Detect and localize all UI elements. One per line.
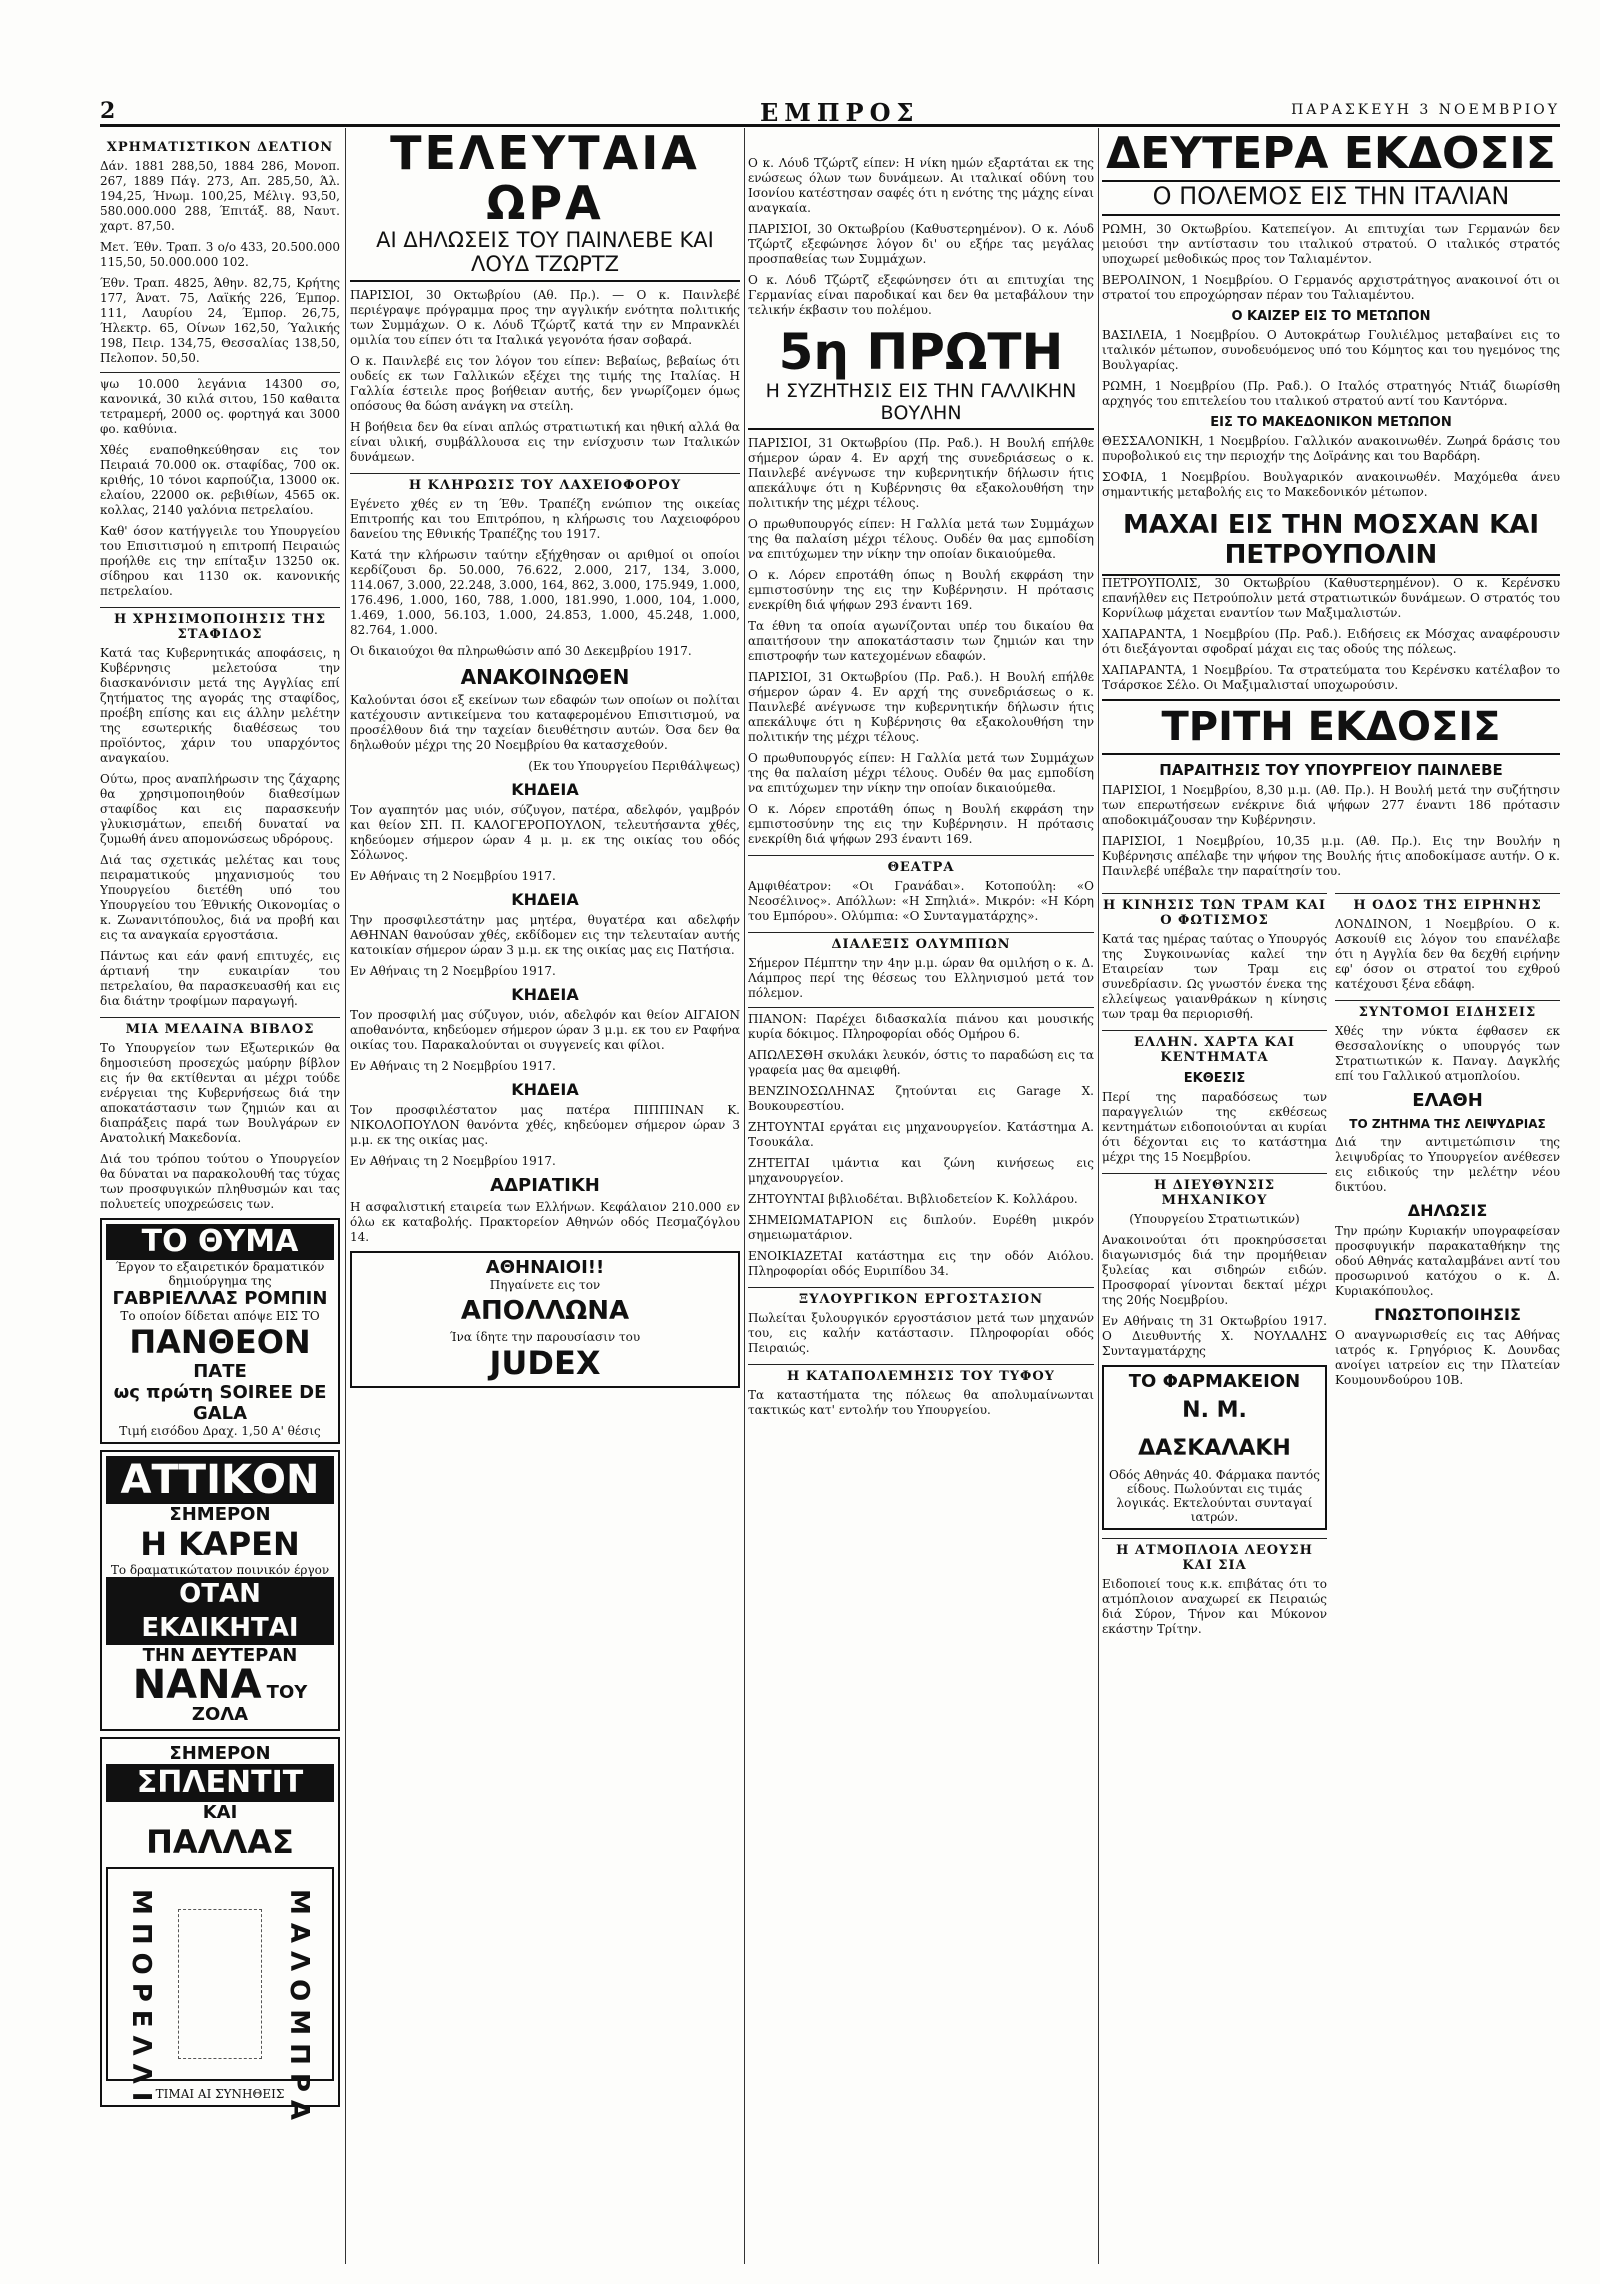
classified: ΖΗΤΟΥΝΤΑΙ βιβλιοδέται. Βιβλιοδετείον Κ. Κολλάρου. <box>748 1192 1078 1206</box>
ad-farmakeion <box>1102 1365 1327 1530</box>
section-heading: Η ΟΔΟΣ ΤΗΣ ΕΙΡΗΝΗΣ <box>1335 893 1560 913</box>
paragraph: Σήμερον Πέμπτην την 4ην μ.μ. ώραν θα ομιλήση ο κ. Δ. Λάμπρος περί της θέσεως του Ελληνισμού μετά τον πόλεμον. <box>748 956 1094 1000</box>
paragraph: Την προσφιλεστάτην μας μητέρα, θυγατέρα και αδελφήν ΑΘΗΝΑΝ θανούσαν χθές, εκδίδομεν εις την τελευταίαν αυτής κατοικίαν σήμερον ώραν 3 μ.μ. εκ της οικίας μας εις Πατήσια. <box>350 913 740 957</box>
section-heading: ΧΡΗΜΑΤΙΣΤΙΚΟΝ ΔΕΛΤΙΟΝ <box>106 140 334 155</box>
ad-title: ΝΑΝΑ <box>132 1662 262 1708</box>
headline: ΜΑΧΑΙ ΕΙΣ ΤΗΝ ΜΟΣΧΑΝ ΚΑΙ ΠΕΤΡΟΥΠΟΛΙΝ <box>1102 506 1560 576</box>
paragraph: Δάν. 1881 288,50, 1884 286, Μονοπ. 267, 1889 Πάγ. 273, Απ. 285,50, Άλ. 194,25, Ήνωμ. 100,25, Μέλιγ. 93,50, 580.000.000 288, Έπιτάξ. 88, Ναυτ. χαρτ. 87,50. <box>100 159 340 233</box>
classified: ΖΗΤΟΥΝΤΑΙ εργάται εις μηχανουργείον. Κατάστημα Α. Τσουκάλα. <box>748 1120 1094 1149</box>
section-heading: ΕΛΑΘΗ <box>1412 1090 1483 1111</box>
paragraph: ΛΟΝΔΙΝΟΝ, 1 Νοεμβρίου. Ο κ. Ασκουίθ εις λόγον του επανέλαβε ότι η Αγγλία δεν θα δεχθή ειρήνην εφ' όσον οι στρατοί του εχθρού κατέχουσι ξένα εδάφη. <box>1335 917 1560 991</box>
masthead <box>100 98 1560 127</box>
ad-text: ΓΑΒΡΙΕΛΛΑΣ ΡΟΜΠΙΝ <box>112 1288 328 1309</box>
paragraph: Διά την αντιμετώπισιν της λειψυδρίας το Υπουργείον ανέθεσεν εις ειδικούς την μελέτην νέου δικτύου. <box>1335 1135 1560 1194</box>
subheadline: ΤΟ ΖΗΤΗΜΑ ΤΗΣ ΛΕΙΨΥΔΡΙΑΣ <box>1349 1117 1546 1131</box>
paragraph: ΠΑΡΙΣΙΟΙ, 1 Νοεμβρίου, 8,30 μ.μ. (Αθ. Πρ.). Η Βουλή μετά την συζήτησιν των επερωτήσεων ενέκρινε διά ψήφων 277 έναντι 186 πρότασιν αποδοκιμάζουσαν την Κυβέρνησιν. <box>1102 783 1560 827</box>
paragraph: Κατά την κλήρωσιν ταύτην εξήχθησαν οι αριθμοί οι οποίοι κερδίζουσι δρ. 50.000, 76.622, 2.000, 217, 134, 3.000, 114.067, 3.000, 22.248, 3.000, 164, 862, 3.000, 175.949, 1.000, 176.496, 1.000, 160, 788, 1.000, 181.990, 1.000, 104, 1.000, 1.469, 1.000, 56.103, 1.000, 24.853, 1.000, 45.248, 1.000, 82.764, 1.000. <box>350 548 740 637</box>
masthead-date: ΠΑΡΑΣΚΕΥΗ 3 ΝΟΕΜΒΡΙΟΥ <box>1291 102 1560 118</box>
paragraph: Μετ. Έθν. Τραπ. 3 ο/ο 433, 20.500.000 115,50, 50.000.000 102. <box>100 240 340 269</box>
ad-splendid <box>100 1737 340 2129</box>
paragraph: Ο κ. Παινλεβέ εις τον λόγον του είπεν: Βεβαίως, βεβαίως ότι ουδείς εκ των Γαλλικών εξέχει της τιμής της Ιταλίας. Η Γαλλία έστειλε προς βοήθειαν αυτής, δεν γνωρίζομεν όμως οπόσους θα δώση ανάγκη να στείλη. <box>350 354 740 413</box>
paragraph: Την πρώην Κυριακήν υπογραφείσαν προσφυγικήν παρακαταθήκην της οδού Αθηνάς καταλαμβάνει αντί του προσωρινού κατόχου ο κ. Δ. Κυριακόπουλος. <box>1335 1224 1560 1298</box>
ad-text: ΤΟ ΦΑΡΜΑΚΕΙΟΝ <box>1128 1371 1301 1392</box>
paragraph: Διά τας σχετικάς μελέτας και τους πειραματικούς μηχανισμούς του Υπουργείου διετέθη υπό του Υπουργείου του Έθνικής Οικονομίας ο κ. Ζωνανιτόπουλος, διά να προβή και εις τα αναγκαία εργοστάσια. <box>100 853 340 942</box>
ad-text: Ίνα ίδητε την παρουσίασιν του <box>449 1330 641 1344</box>
column-2 <box>350 128 740 2264</box>
ad-title: Ν. Μ. ΔΑΣΚΑΛΑΚΗ <box>1138 1398 1291 1461</box>
paragraph: Ο πρωθυπουργός είπεν: Η Γαλλία μετά των Συμμάχων της θα παλαίση μέχρι τέλους. Ουδέν θα μας εμποδίση να επιτύχωμεν την νίκην την οποίαν δικαιούμεθα. <box>748 751 1094 795</box>
paragraph: Ούτω, προς αναπλήρωσιν της ζάχαρης θα χρησιμοποιηθούν διαθεσίμων σταφίδος και εις παρασκευήν γλυκισμάτων, επειδή δυναταί να ζυμωθή άνευ απομονώσεως υδρόρους. <box>100 772 340 846</box>
paragraph: ΒΑΣΙΛΕΙΑ, 1 Νοεμβρίου. Ο Αυτοκράτωρ Γουλιέλμος μεταβαίνει εις το ιταλικόν μέτωπον, συνοδευόμενος υπό του Κόμητος και του ηγεμόνος της Βουλγαρίας. <box>1102 328 1560 372</box>
ad-title: ΟΤΑΝ ΕΚΔΙΚΗΤΑΙ <box>106 1577 334 1645</box>
ad-text: Το οποίον δίδεται απόψε ΕΙΣ ΤΟ <box>120 1309 320 1323</box>
column-rule <box>345 128 346 2264</box>
ad-title: ΑΠΟΛΛΩΝΑ <box>460 1296 630 1326</box>
ad-text: ΣΗΜΕΡΟΝ <box>169 1504 271 1525</box>
paragraph: Τα καταστήματα της πόλεως θα απολυμαίνωνται τακτικώς κατ' εντολήν του Υπουργείου. <box>748 1388 1094 1417</box>
paragraph: ΠΑΡΙΣΙΟΙ, 31 Οκτωβρίου (Πρ. Ραδ.). Η Βουλή επήλθε σήμερον ώραν 4. Εν αρχή της συνεδριάσεως ο κ. Παινλεβέ ανέγνωσε την κυβερνητικήν δήλωσιν ήτις απεκάλυψε ότι η Κυβέρνησις θα εξακολουθήση την πολιτικήν της μέχρι τέλους. <box>748 436 1094 510</box>
paragraph: Ο κ. Λόυδ Τζώρτζ εξεφώνησεν ότι αι επιτυχίαι της Γερμανίας είναι παροδικαί και δεν θα μεταβάλουν την τελικήν έκβασιν του πολέμου. <box>748 273 1094 317</box>
section-heading: ΚΗΔΕΙΑ <box>511 1080 579 1099</box>
paragraph: Ανακοινούται ότι προκηρύσσεται διαγωνισμός διά την προμήθειαν ξυλείας και σιδηρών ειδών. Προσφοραί γίνονται δεκταί μέχρι της 20ής Νοεμβρίου. <box>1102 1233 1327 1307</box>
paragraph: ΠΕΤΡΟΥΠΟΛΙΣ, 30 Οκτωβρίου (Καθυστερημένον). Ο κ. Κερένσκυ επανήλθεν εις Πετρούπολιν μετά στρατιωτικών δυνάμεων. Ο στρατός του Κορνίλωφ μάχεται εναντίον των Μαξιμαλιστών. <box>1102 576 1560 620</box>
section-heading: ΚΗΔΕΙΑ <box>511 985 579 1004</box>
paragraph: Ο κ. Λόρεν επροτάθη όπως η Βουλή εκφράση την εμπιστοσύνην της εις την Κυβέρνησιν. Η πρότασις ενεκρίθη διά ψήφων 293 έναντι 169. <box>748 802 1094 846</box>
paragraph: ΡΩΜΗ, 1 Νοεμβρίου (Πρ. Ραδ.). Ο Ιταλός στρατηγός Ντιάζ διωρίσθη αρχηγός του επιτελείου του ιταλικού στρατού αντί του Καντόρνα. <box>1102 379 1560 408</box>
paragraph: Τον προσφιλή μας σύζυγον, υιόν, αδελφόν και θείον ΑΙΓΑΙΟΝ αποθανόντα, κηδεύομεν σήμερον ώραν 3 μ.μ. εκ του εν Ραφήνα οικίας του. Παρακαλούνται οι συγγενείς και φίλοι. <box>350 1008 740 1052</box>
ad-text: Πηγαίνετε εις τον <box>489 1278 601 1292</box>
paragraph: Περί της παραδόσεως των παραγγελιών της εκθέσεως κεντημάτων ειδοποιούνται αι κυρίαι ότι δέχονται εις το κατάστημα μέχρι της 15 Νοεμβρίου. <box>1102 1090 1327 1164</box>
classified: ΠΙΑΝΟΝ: Παρέχει διδασκαλία πιάνου και μουσικής κυρία δόκιμος. Πληροφορίαι οδός Ομήρου 6. <box>748 1012 1094 1041</box>
ad-title: ΣΠΛΕΝΤΙΤ <box>106 1764 334 1802</box>
paragraph: ΣΟΦΙΑ, 1 Νοεμβρίου. Βουλγαρικόν ανακοινωθέν. Μαχόμεθα άνευ σημαντικής μεταβολής εις το Μακεδονικόν μέτωπον. <box>1102 470 1560 499</box>
section-heading: ΕΛΛΗΝ. ΧΑΡΤΑ ΚΑΙ ΚΕΝΤΗΜΑΤΑ <box>1102 1030 1327 1065</box>
signature: (Εκ του Υπουργείου Περιθάλψεως) <box>528 759 740 773</box>
divider <box>748 1007 1094 1008</box>
signature: Εν Αθήναις τη 2 Νοεμβρίου 1917. <box>350 964 556 978</box>
section-heading: ΑΝΑΚΟΙΝΩΘΕΝ <box>460 665 630 689</box>
ad-title: ΜΑΛΟΜΠΡΑ <box>284 1889 314 2129</box>
ad-title: Η ΚΑΡΕΝ <box>140 1525 300 1563</box>
section-heading: ΚΗΔΕΙΑ <box>511 890 579 909</box>
newspaper-name: ΕΜΠΡΟΣ <box>760 98 920 127</box>
signature: Εν Αθήναις τη 2 Νοεμβρίου 1917. <box>350 1059 556 1073</box>
paragraph: Ο πρωθυπουργός είπεν: Η Γαλλία μετά των Συμμάχων της θα παλαίση μέχρι τέλους. Ουδέν θα μας εμποδίση να επιτύχωμεν την νίκην την οποίαν δικαιούμεθα. <box>748 517 1094 561</box>
paragraph: ΠΑΡΙΣΙΟΙ, 30 Οκτωβρίου (Καθυστερημένον). Ο κ. Λόυδ Τζώρτζ εξεφώνησε λόγον δι' ου εξήρε τας μεγάλας προσπαθείας των Συμμάχων. <box>748 222 1094 266</box>
paragraph: Η ασφαλιστική εταιρεία των Ελλήνων. Κεφάλαιον 210.000 εν όλω εκ καταβολής. Πρακτορείον Αθηνών οδός Πεσμαζόγλου 14. <box>350 1200 740 1244</box>
headline: ΔΕΥΤΕΡΑ ΕΚΔΟΣΙΣ <box>1102 128 1560 182</box>
paragraph: ΧΑΠΑΡΑΝΤΑ, 1 Νοεμβρίου (Πρ. Ραδ.). Ειδήσεις εκ Μόσχας αναφέρουσιν ότι διεξάγονται σφοδραί μάχαι εις τας οδούς της πόλεως. <box>1102 627 1560 656</box>
section-heading: ΔΗΛΩΣΙΣ <box>1407 1201 1488 1220</box>
paragraph: Πωλείται ξυλουργικόν εργοστάσιον μετά των μηχανών του, εις καλήν κατάστασιν. Πληροφορίαι οδός Πειραιώς. <box>748 1311 1094 1355</box>
section-heading: Η ΚΑΤΑΠΟΛΕΜΗΣΙΣ ΤΟΥ ΤΥΦΟΥ <box>748 1364 1094 1384</box>
paragraph: (Υπουργείου Στρατιωτικών) <box>1129 1212 1300 1226</box>
column-rule <box>744 128 745 2264</box>
paragraph: Τον προσφιλέστατον μας πατέρα ΠΙΠΠΙΝΑΝ Κ. ΝΙΚΟΛΟΠΟΥΛΟΝ θανόντα χθές, κηδεύομεν σήμερον ώραν 3 μ.μ. εκ της οικίας μας. <box>350 1103 740 1147</box>
ad-text: ΣΗΜΕΡΟΝ <box>169 1743 271 1764</box>
ad-title: ΤΟ ΘΥΜΑ <box>106 1224 334 1260</box>
paragraph: Ο αναγνωρισθείς εις τας Αθήνας ιατρός κ. Γρηγόριος Κ. Δουνδας ανοίγει ιατρείον εις την Πλατείαν Κουμουνδούρου 10Β. <box>1335 1328 1560 1387</box>
section-heading: ΑΔΡΙΑΤΙΚΗ <box>490 1175 600 1196</box>
paragraph: Χθές εναποθηκεύθησαν εις τον Πειραιά 70.000 οκ. σταφίδας, 700 οκ. κριθής, 10 τόνοι καρπούζια, 13000 οκ. ελαίου, 22000 οκ. ρεβιθίων, 4565 οκ. κολλας, 2140 γαλόνια πετρελαίου. <box>100 443 340 517</box>
page-number: 2 <box>100 98 116 124</box>
ad-text: Τιμή εισόδου Δραχ. 1,50 Α' θέσις <box>119 1424 321 1438</box>
subheadline: Ο ΠΟΛΕΜΟΣ ΕΙΣ ΤΗΝ ΙΤΑΛΙΑΝ <box>1102 182 1560 216</box>
section-heading: ΕΚΘΕΣΙΣ <box>1183 1071 1246 1086</box>
ad-text: Έργον το εξαιρετικόν δραματικόν δημιούργημα της <box>115 1260 325 1288</box>
paragraph: ΠΑΡΙΣΙΟΙ, 31 Οκτωβρίου (Πρ. Ραδ.). Η Βουλή επήλθε σήμερον ώραν 4. Εν αρχή της συνεδριάσεως ο κ. Παινλεβέ ανέγνωσε την κυβερνητικήν δήλωσιν ήτις απεκάλυψε ότι η Κυβέρνησις θα εξακολουθήση την πολιτικήν της μέχρι τέλους. <box>748 670 1094 744</box>
section-heading: ΞΥΛΟΥΡΓΙΚΟΝ ΕΡΓΟΣΤΑΣΙΟΝ <box>748 1287 1094 1307</box>
classified: ΕΝΟΙΚΙΑΖΕΤΑΙ κατάστημα εις την οδόν Αιόλου. Πληροφορίαι οδός Ευριπίδου 34. <box>748 1249 1094 1278</box>
section-heading: ΜΙΑ ΜΕΛΑΙΝΑ ΒΙΒΛΟΣ <box>100 1017 340 1037</box>
paragraph: Έθν. Τραπ. 4825, Άθην. 82,75, Κρήτης 177, Άνατ. 75, Λαϊκής 226, Έμπορ. 111, Λαυρίου 24, Έμπορ. 26,75, Ήλεκτρ. 65, Οίνων 162,50, Ύαλικής 198, Πειρ. 134,75, Θεσσαλίας 138,50, Πελοπον. 50,50. <box>100 276 340 365</box>
divider <box>100 372 340 373</box>
signature: Εν Αθήναις τη 31 Οκτωβρίου 1917. Ο Διευθυντής Χ. ΝΟΥΛΑΛΗΣ Συνταγματάρχης <box>1102 1314 1327 1358</box>
paragraph: Τα έθνη τα οποία αγωνίζονται υπέρ του δικαίου θα απαιτήσουν την αποκατάστασιν των ζημιών και την επιστροφήν των κατεχομένων εδαφών. <box>748 619 1094 663</box>
section-heading: Η ΧΡΗΣΙΜΟΠΟΙΗΣΙΣ ΤΗΣ ΣΤΑΦΙΔΟΣ <box>100 607 340 642</box>
paragraph: Πάντως και εάν φανή επιτυχές, εις άρτιανή την ευκαιρίαν του πετρελαίου, θα παρασκευασθή και εις δια διάτην τροφίμων παραγωγή. <box>100 949 340 1008</box>
section-heading: Η ΚΙΝΗΣΙΣ ΤΩΝ ΤΡΑΜ ΚΑΙ Ο ΦΩΤΙΣΜΟΣ <box>1102 893 1327 928</box>
ad-text: Οδός Αθηνάς 40. Φάρμακα παντός είδους. Πωλούνται εις τιμάς λογικάς. Εκτελούνται συνταγαί ιατρών. <box>1109 1468 1320 1524</box>
ad-text: ΤΙΜΑΙ ΑΙ ΣΥΝΗΘΕΙΣ <box>155 2087 285 2101</box>
classified: ΖΗΤΕΙΤΑΙ ιμάντια και ζώνη κινήσεως εις μηχανουργείον. <box>748 1156 1094 1185</box>
column-4 <box>1102 128 1560 2264</box>
section-heading: Η ΔΙΕΥΘΥΝΣΙΣ ΜΗΧΑΝΙΚΟΥ <box>1102 1173 1327 1208</box>
section-heading: ΘΕΑΤΡΑ <box>748 855 1094 875</box>
signature: Εν Αθήναις τη 2 Νοεμβρίου 1917. <box>350 1154 556 1168</box>
paragraph: ΡΩΜΗ, 30 Οκτωβρίου. Κατεπείγον. Αι επιτυχίαι των Γερμανών δεν μειούσι την αντίστασιν του ιταλικού στρατού. Ο ιταλικός στρατός υποχωρεί μεθοδικώς προς τον Ταλιαμέντον. <box>1102 222 1560 266</box>
paragraph: Η βοήθεια δεν θα είναι απλώς στρατιωτική και ηθική αλλά θα είναι υλική, συμβάλλουσα εις την ενίσχυσιν των Ιταλικών δυνάμεων. <box>350 420 740 464</box>
ad-text: ΤΟΥ ΖΟΛΑ <box>191 1682 308 1725</box>
figure-illustration <box>178 1909 262 2059</box>
paragraph: Το Υπουργείον των Εξωτερικών θα δημοσιεύση προσεχώς μαύρην βίβλον εις ήν θα εκτίθενται αι μέχρι τούδε ενέργειαι της Κυβερνήσεως διά την αποκατάστασιν των ζημιών και αι διαπράξεις παρά των Βουλγάρων εν Ανατολική Μακεδονία. <box>100 1041 340 1145</box>
subheadline: Η ΣΥΖΗΤΗΣΙΣ ΕΙΣ ΤΗΝ ΓΑΛΛΙΚΗΝ ΒΟΥΛΗΝ <box>748 380 1094 430</box>
ad-text: ΤΗΝ ΔΕΥΤΕΡΑΝ <box>142 1645 298 1666</box>
headline: ΤΡΙΤΗ ΕΚΔΟΣΙΣ <box>1102 699 1560 755</box>
classified: ΒΕΝΖΙΝΟΣΩΛΗΝΑΣ ζητούνται εις Garage Χ. Βουκουρεστίου. <box>748 1084 1094 1113</box>
paragraph: ΧΑΠΑΡΑΝΤΑ, 1 Νοεμβρίου. Τα στρατεύματα του Κερένσκυ κατέλαβον το Τσάρσκοε Σέλο. Οι Μαξιμαλισταί υποχωρούσιν. <box>1102 663 1560 692</box>
paragraph: Διά του τρόπου τούτου ο Υπουργείον θα δύναται να παρακολουθή τας τύχας των προσφυγικών πληθυσμών και τας πολυετείς υποχρεώσεις των. <box>100 1152 340 1211</box>
ad-title: ΠΑΛΛΑΣ <box>146 1823 294 1861</box>
paragraph: ψω 10.000 λεγάνια 14300 σο, κανονικά, 30 κιλά σιτου, 150 καθαιτα τετραμερή, 2000 ος. φορτηγά και 3000 φο. καθύνια. <box>100 377 340 436</box>
ad-title: JUDEX <box>489 1344 601 1382</box>
ad-title: ΑΘΗΝΑΙΟΙ!! <box>485 1257 605 1278</box>
ad-apollon <box>350 1251 740 1388</box>
ad-text: Το δραματικώτατον ποινικόν έργον <box>110 1563 330 1577</box>
paragraph: Ειδοποιεί τους κ.κ. επιβάτας ότι το ατμόπλοιον αναχωρεί εκ Πειραιώς διά Σύρον, Τήνον και Μύκονον εκάστην Τρίτην. <box>1102 1577 1327 1636</box>
subheadline: ΠΑΡΑΙΤΗΣΙΣ ΤΟΥ ΥΠΟΥΡΓΕΙΟΥ ΠΑΙΝΛΕΒΕ <box>1159 761 1503 779</box>
classified: ΣΗΜΕΙΩΜΑΤΑΡΙΟΝ εις διπλούν. Ευρέθη μικρόν σημειωματάριον. <box>748 1213 1094 1242</box>
paragraph: ΠΑΡΙΣΙΟΙ, 30 Οκτωβρίου (Αθ. Πρ.). — Ο κ. Παινλεβέ περιέγραψε πρόγραμμα προς την αγγλικήν ενότητα πολιτικής των Συμμάχων. Ο κ. Λόυδ Τζώρτζ κατά την εν Μπρανκλέι ομιλία του είπεν ότι τα Ιταλικά γεγονότα ήσαν σοβαρά. <box>350 288 740 347</box>
paragraph: Τον αγαπητόν μας υιόν, σύζυγον, πατέρα, αδελφόν, γαμβρόν και θείον ΣΠ. Π. ΚΑΛΟΓΕΡΟΠΟΥΛΟΝ, τελευτήσαντα χθές, κηδεύομεν σήμερον ώραν 4 μ. μ. εκ της οικίας του οδός Σόλωνος. <box>350 803 740 862</box>
paragraph: ΠΑΡΙΣΙΟΙ, 1 Νοεμβρίου, 10,35 μ.μ. (Αθ. Πρ.). Εις την Βουλήν η Κυβέρνησις απέλαβε την ψήφον της Βουλής ήτις αποδοκίμασε αυτήν. Ο κ. Παινλεβέ υπέβαλε την παραίτησίν του. <box>1102 834 1560 878</box>
ad-title: ΑΤΤΙΚΟΝ <box>106 1456 334 1504</box>
ad-title: ΜΠΟΡΕΛΛΙ <box>126 1889 156 2110</box>
paragraph: Οι δικαιούχοι θα πληρωθώσιν από 30 Δεκεμβρίου 1917. <box>350 644 692 658</box>
column-rule <box>1098 128 1099 2264</box>
section-heading: ΕΙΣ ΤΟ ΜΑΚΕΔΟΝΙΚΟΝ ΜΕΤΩΠΟΝ <box>1210 415 1452 430</box>
paragraph: Εγένετο χθές εν τη Έθν. Τραπέζη ενώπιον της οικείας Επιτροπής και του Επιτρόπου, η κλήρωσις του Λαχειοφόρου δανείου της Εθνικής Τραπέζης του 1917. <box>350 497 740 541</box>
section-heading: Ο ΚΑΙΖΕΡ ΕΙΣ ΤΟ ΜΕΤΩΠΟΝ <box>1231 309 1431 324</box>
paragraph: ΘΕΣΣΑΛΟΝΙΚΗ, 1 Νοεμβρίου. Γαλλικόν ανακοινωθέν. Ζωηρά δράσις του πυροβολικού εις την περιοχήν της Δοϊράνης και του Βαρδάρη. <box>1102 434 1560 463</box>
ad-attikon <box>100 1450 340 1731</box>
column-1 <box>100 128 340 2264</box>
ad-title: ΠΑΝΘΕΟΝ <box>129 1323 311 1361</box>
classified: ΑΠΩΛΕΣΘΗ σκυλάκι λευκόν, όστις το παραδώση εις τα γραφεία μας θα αμειφθή. <box>748 1048 1094 1077</box>
section-heading: ΓΝΩΣΤΟΠΟΙΗΣΙΣ <box>1374 1305 1521 1324</box>
paragraph: Ο κ. Λόρεν επροτάθη όπως η Βουλή εκφράση την εμπιστοσύνην της εις την Κυβέρνησιν. Η πρότασις ενεκρίθη διά ψήφων 293 έναντι 169. <box>748 568 1094 612</box>
section-heading: Η ΚΛΗΡΩΣΙΣ ΤΟΥ ΛΑΧΕΙΟΦΟΡΟΥ <box>350 473 740 493</box>
headline: ΤΕΛΕΥΤΑΙΑ ΩΡΑ <box>390 128 700 230</box>
section-heading: ΣΥΝΤΟΜΟΙ ΕΙΔΗΣΕΙΣ <box>1335 1000 1560 1020</box>
ad-text: ΠΑΤΕ <box>193 1361 247 1382</box>
ad-thyma <box>100 1218 340 1444</box>
paragraph: Αμφιθέατρον: «Οι Γρανάδαι». Κοτοπούλη: «Ο Νεοσέλινος». Απόλλων: «Η Σπηλιά». Μικρόν: «Η Κόρη του Εμπόρου». Ολύμπια: «Ο Συνταγματάρχης». <box>748 879 1094 923</box>
headline: 5η ΠΡΩΤΗ <box>778 323 1064 381</box>
section-heading: ΚΗΔΕΙΑ <box>511 780 579 799</box>
paragraph: ΒΕΡΟΛΙΝΟΝ, 1 Νοεμβρίου. Ο Γερμανός αρχιστράτηγος ανακοινοί ότι οι στρατοί του επροχώρησαν πέραν του Ταλιαμέντου. <box>1102 273 1560 302</box>
paragraph: Κατά τας Κυβερνητικάς αποφάσεις, η Κυβέρνησις μελετούσα την διασκανόνισιν μετά της Αγγλίας επί ζητήματος της αγοράς της σταφίδος, προέβη επίσης και εις άλλην μελέτην της εσωτερικής διαθέσεως του προϊόντος, χάριν του υπαρχόντος αναγκαίου. <box>100 646 340 765</box>
column-3 <box>748 128 1094 2264</box>
signature: Εν Αθήναις τη 2 Νοεμβρίου 1917. <box>350 869 556 883</box>
paragraph: Ο κ. Λόυδ Τζώρτζ είπεν: Η νίκη ημών εξαρτάται εκ της ενώσεως όλων των δυνάμεων. Αι ιταλικαί οδύνη του Ισονίου κατέστησαν σαφές ότι η ενότης της μάχης είναι αναγκαία. <box>748 156 1094 215</box>
ad-text: ως πρώτη SOIREE DE GALA <box>113 1382 327 1424</box>
paragraph: Χθές την νύκτα έφθασεν εκ Θεσσαλονίκης ο υπουργός των Στρατιωτικών κ. Παναγ. Δαγκλής επί του Γαλλικού ατμοπλοίου. <box>1335 1024 1560 1083</box>
section-heading: Η ΑΤΜΟΠΛΟΙΑ ΛΕΟΥΣΗ ΚΑΙ ΣΙΑ <box>1102 1538 1327 1573</box>
section-heading: ΔΙΑΛΕΞΙΣ ΟΛΥΜΠΙΩΝ <box>748 932 1094 952</box>
paragraph: Καλούνται όσοι εξ εκείνων των εδαφών των οποίων οι πολίται κατέχουσιν αντικείμενα του καταφερομένου Επισιτισμού, να προσέλθουν διά την ταχείαν διευθέτησιν αυτών. Όσα δεν θα δηλωθούν μέχρι της 20 Νοεμβρίου θα κατασχεθούν. <box>350 693 740 752</box>
paragraph: Καθ' όσον κατήγγειλε του Υπουργείου του Επισιτισμού η επιτροπή Πειραιώς προήλθε εις την επίταξιν 13250 οκ. σίδηρου και 1130 οκ. κανονικής πετρελαίου. <box>100 524 340 598</box>
paragraph: Κατά τας ημέρας ταύτας ο Υπουργός της Συγκοινωνίας καλεί την Εταιρείαν των Τραμ εις συνεδρίασιν. Ως γνωστόν ένεκα της ελλείψεως γαιανθράκων η κίνησις των τραμ θα περιορισθή. <box>1102 932 1327 1021</box>
ad-text: ΚΑΙ <box>202 1802 238 1823</box>
subheadline: ΑΙ ΔΗΛΩΣΕΙΣ ΤΟΥ ΠΑΙΝΛΕΒΕ ΚΑΙ ΛΟΥΔ ΤΖΩΡΤΖ <box>350 228 740 282</box>
